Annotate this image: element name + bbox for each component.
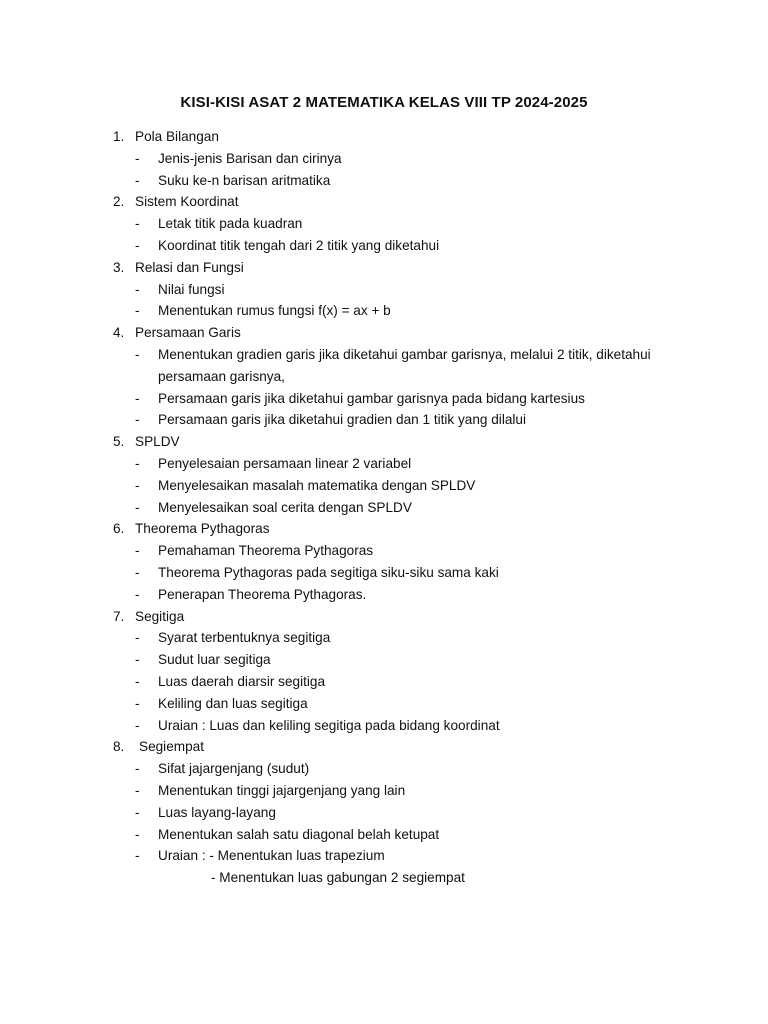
dash-bullet: - [135,564,140,580]
section-relasi-fungsi [113,257,713,322]
dash-bullet: - [135,826,140,842]
section-number: 1. [113,129,125,144]
section-title: Theorema Pythagoras [135,521,270,537]
sub-list-item-text: - Menentukan luas gabungan 2 segiempat [211,870,465,886]
list-item-text: Luas layang-layang [158,804,276,820]
outline-list [113,126,713,889]
list-item [113,758,713,780]
section-heading [113,518,713,540]
list-item [113,344,713,388]
dash-bullet: - [135,477,140,493]
list-item [113,170,713,192]
dash-bullet: - [135,717,140,733]
section-persamaan-garis [113,322,713,431]
dash-bullet: - [135,543,140,559]
section-heading [113,126,713,148]
list-item-text: Koordinat titik tengah dari 2 titik yang diketahui [158,237,440,253]
dash-bullet: - [135,303,140,319]
dash-bullet: - [135,848,140,864]
list-item-text: Suku ke-n barisan aritmatika [158,172,331,188]
dash-bullet: - [135,586,140,602]
section-segitiga [113,606,713,737]
section-number: 3. [113,259,125,275]
section-heading [113,322,713,344]
list-item [113,824,713,846]
list-item [113,780,713,802]
section-title: Segitiga [135,608,185,624]
list-item-text: Menentukan rumus fungsi f(x) = ax + b [158,303,391,319]
dash-bullet: - [135,455,140,471]
dash-bullet: - [135,499,140,515]
list-item [113,562,713,584]
list-item-text: Luas daerah diarsir segitiga [158,673,326,689]
list-item [113,802,713,824]
document-title: KISI-KISI ASAT 2 MATEMATIKA KELAS VIII TP 2024-2025 [180,94,588,111]
dash-bullet: - [135,761,140,777]
list-item [113,409,713,431]
list-item-text: Uraian : Luas dan keliling segitiga pada bidang koordinat [158,717,500,733]
section-number: 8. [113,739,125,755]
dash-bullet: - [135,390,140,406]
list-item-text: Penerapan Theorema Pythagoras. [158,586,367,602]
list-item-text: Uraian : - Menentukan luas trapezium [158,848,385,864]
list-item-text: Letak titik pada kuadran [158,216,303,232]
list-item [113,671,713,693]
section-heading [113,191,713,213]
list-item [113,540,713,562]
section-number: 5. [113,434,125,450]
dash-bullet: - [135,281,140,297]
dash-bullet: - [135,695,140,711]
list-item-text: Keliling dan luas segitiga [158,695,308,711]
list-item-text: Theorema Pythagoras pada segitiga siku-siku sama kaki [158,564,499,580]
dash-bullet: - [135,652,140,668]
section-number: 6. [113,521,125,537]
list-item [113,148,713,170]
section-number: 7. [113,608,125,624]
list-item [113,584,713,606]
list-item-text: Menyelesaikan soal cerita dengan SPLDV [158,499,412,515]
dash-bullet: - [135,346,140,362]
list-item [113,388,713,410]
section-title: Sistem Koordinat [135,194,239,210]
list-item [113,213,713,235]
dash-bullet: - [135,673,140,689]
list-item [113,279,713,301]
list-item [113,235,713,257]
section-title: Relasi dan Fungsi [135,259,244,275]
dash-bullet: - [135,172,140,188]
section-spldv [113,431,713,518]
list-item [113,475,713,497]
section-heading [113,606,713,628]
section-heading [113,736,713,758]
section-sistem-koordinat [113,191,713,256]
section-number: 2. [113,194,125,210]
dash-bullet: - [135,237,140,253]
section-heading [113,431,713,453]
section-number: 4. [113,325,125,341]
list-item [113,649,713,671]
list-item [113,845,713,867]
list-item-text: Sudut luar segitiga [158,652,271,668]
list-item-text: Jenis-jenis Barisan dan cirinya [158,150,342,166]
section-title: Persamaan Garis [135,325,241,341]
section-title: Segiempat [139,739,204,755]
section-pola-bilangan [113,126,713,191]
list-item [113,693,713,715]
list-item-text: Persamaan garis jika diketahui gambar garisnya pada bidang kartesius [158,390,585,406]
section-title: SPLDV [135,434,180,450]
section-theorema-pythagoras [113,518,713,605]
sub-list-item [113,867,713,889]
list-item-text: Menentukan tinggi jajargenjang yang lain [158,782,406,798]
section-title: Pola Bilangan [135,129,219,144]
dash-bullet: - [135,216,140,232]
list-item-text: Persamaan garis jika diketahui gradien dan 1 titik yang dilalui [158,412,527,428]
dash-bullet: - [135,804,140,820]
section-heading [113,257,713,279]
list-item-text: Sifat jajargenjang (sudut) [158,761,310,777]
list-item-text: Nilai fungsi [158,281,225,297]
list-item [113,300,713,322]
list-item-text: Pemahaman Theorema Pythagoras [158,543,374,559]
dash-bullet: - [135,782,140,798]
list-item-text: Menentukan salah satu diagonal belah ketupat [158,826,440,842]
list-item-text: Penyelesaian persamaan linear 2 variabel [158,455,412,471]
list-item-text: Syarat terbentuknya segitiga [158,630,331,646]
dash-bullet: - [135,150,140,166]
dash-bullet: - [135,630,140,646]
list-item [113,497,713,519]
list-item-text: Menentukan gradien garis jika diketahui gambar garisnya, melalui 2 titik, diketahui persamaan garisnya, [158,346,651,384]
list-item [113,453,713,475]
list-item [113,715,713,737]
list-item [113,627,713,649]
list-item-text: Menyelesaikan masalah matematika dengan SPLDV [158,477,476,493]
dash-bullet: - [135,412,140,428]
section-segiempat [113,736,713,889]
